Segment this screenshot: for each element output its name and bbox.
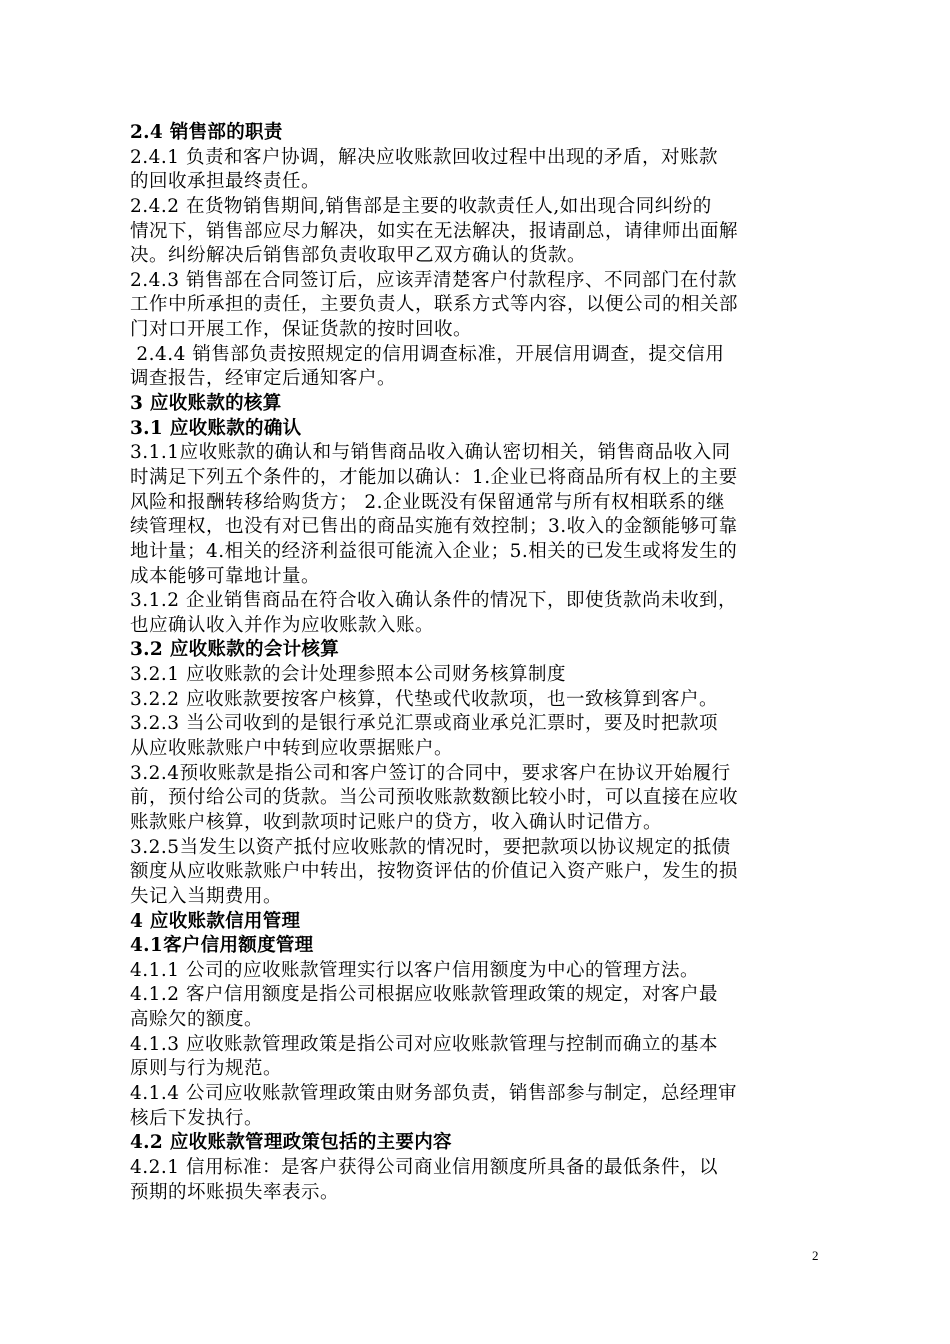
body-text-line: 3.2.5当发生以资产抵付应收账款的情况时，要把款项以协议规定的抵债 bbox=[130, 836, 731, 858]
body-text-line: 账款账户核算，收到款项时记账户的贷方，收入确认时记借方。 bbox=[130, 811, 663, 833]
section-heading: 2.4 销售部的职责 bbox=[130, 122, 283, 143]
body-text-line: 高赊欠的额度。 bbox=[130, 1009, 264, 1031]
body-text-line: 3.2.1 应收账款的会计处理参照本公司财务核算制度 bbox=[130, 664, 566, 686]
body-text-line: 3.2.3 当公司收到的是银行承兑汇票或商业承兑汇票时，要及时把款项 bbox=[130, 713, 718, 735]
body-text-line: 2.4.2 在货物销售期间,销售部是主要的收款责任人,如出现合同纠纷的 bbox=[130, 195, 712, 217]
body-text-line: 4.1.4 公司应收账款管理政策由财务部负责，销售部参与制定，总经理审 bbox=[130, 1082, 737, 1104]
body-text-line: 调查报告，经审定后通知客户。 bbox=[130, 368, 397, 390]
body-text-line: 从应收账款账户中转到应收票据账户。 bbox=[130, 738, 454, 760]
body-text-line: 决。纠纷解决后销售部负责收取甲乙双方确认的货款。 bbox=[130, 245, 587, 267]
body-text-line: 前，预付给公司的货款。当公司预收账款数额比较小时，可以直接在应收 bbox=[130, 787, 739, 809]
page-number: 2 bbox=[812, 1248, 819, 1263]
body-text-line: 失记入当期费用。 bbox=[130, 885, 283, 907]
section-heading: 3.2 应收账款的会计核算 bbox=[130, 639, 340, 661]
section-heading: 4.1客户信用额度管理 bbox=[130, 935, 314, 957]
document-body bbox=[130, 121, 822, 1205]
body-text-line: 也应确认收入并作为应收账款入账。 bbox=[130, 614, 435, 636]
body-text-line: 原则与行为规范。 bbox=[130, 1058, 283, 1080]
body-text-line: 额度从应收账款账户中转出，按物资评估的价值记入资产账户，发生的损 bbox=[130, 861, 739, 883]
section-heading: 4.2 应收账款管理政策包括的主要内容 bbox=[130, 1132, 452, 1154]
section-heading: 4 应收账款信用管理 bbox=[130, 910, 301, 932]
body-text-line: 4.1.1 公司的应收账款管理实行以客户信用额度为中心的管理方法。 bbox=[130, 959, 699, 981]
body-text-line: 门对口开展工作，保证货款的按时回收。 bbox=[130, 319, 473, 341]
body-text-line: 风险和报酬转移给购货方； 2.企业既没有保留通常与所有权相联系的继 bbox=[130, 491, 726, 513]
section-heading: 3 应收账款的核算 bbox=[130, 393, 282, 415]
body-text-line: 3.1.2 企业销售商品在符合收入确认条件的情况下，即使货款尚未收到， bbox=[130, 590, 737, 612]
body-text-line: 2.4.4 销售部负责按照规定的信用调查标准，开展信用调查，提交信用 bbox=[130, 343, 725, 365]
body-text-line: 3.1.1应收账款的确认和与销售商品收入确认密切相关，销售商品收入同 bbox=[130, 442, 731, 464]
body-text-line: 的回收承担最终责任。 bbox=[130, 171, 321, 193]
body-text-line: 续管理权，也没有对已售出的商品实施有效控制；3.收入的金额能够可靠 bbox=[130, 516, 738, 538]
body-text-line: 4.1.3 应收账款管理政策是指公司对应收账款管理与控制而确立的基本 bbox=[130, 1033, 718, 1055]
body-text-line: 时满足下列五个条件的，才能加以确认：1.企业已将商品所有权上的主要 bbox=[130, 466, 738, 488]
body-text-line: 情况下，销售部应尽力解决，如实在无法解决，报请副总，请律师出面解 bbox=[130, 220, 739, 242]
section-heading: 3.1 应收账款的确认 bbox=[130, 417, 302, 439]
body-text-line: 成本能够可靠地计量。 bbox=[130, 565, 321, 587]
body-text-line: 2.4.1 负责和客户协调，解决应收账款回收过程中出现的矛盾，对账款 bbox=[130, 146, 718, 168]
body-text-line: 2.4.3 销售部在合同签订后，应该弄清楚客户付款程序、不同部门在付款 bbox=[130, 269, 737, 291]
body-text-line: 地计量；4.相关的经济利益很可能流入企业；5.相关的已发生或将发生的 bbox=[130, 540, 738, 562]
body-text-line: 3.2.4预收账款是指公司和客户签订的合同中，要求客户在协议开始履行 bbox=[130, 762, 731, 784]
body-text-line: 核后下发执行。 bbox=[130, 1107, 264, 1129]
body-text-line: 预期的坏账损失率表示。 bbox=[130, 1181, 340, 1203]
body-text-line: 4.1.2 客户信用额度是指公司根据应收账款管理政策的规定，对客户最 bbox=[130, 984, 718, 1006]
body-text-line: 4.2.1 信用标准：是客户获得公司商业信用额度所具备的最低条件，以 bbox=[130, 1156, 718, 1178]
body-text-line: 3.2.2 应收账款要按客户核算，代垫或代收款项，也一致核算到客户。 bbox=[130, 688, 718, 710]
body-text-line: 工作中所承担的责任，主要负责人，联系方式等内容，以便公司的相关部 bbox=[130, 294, 739, 316]
